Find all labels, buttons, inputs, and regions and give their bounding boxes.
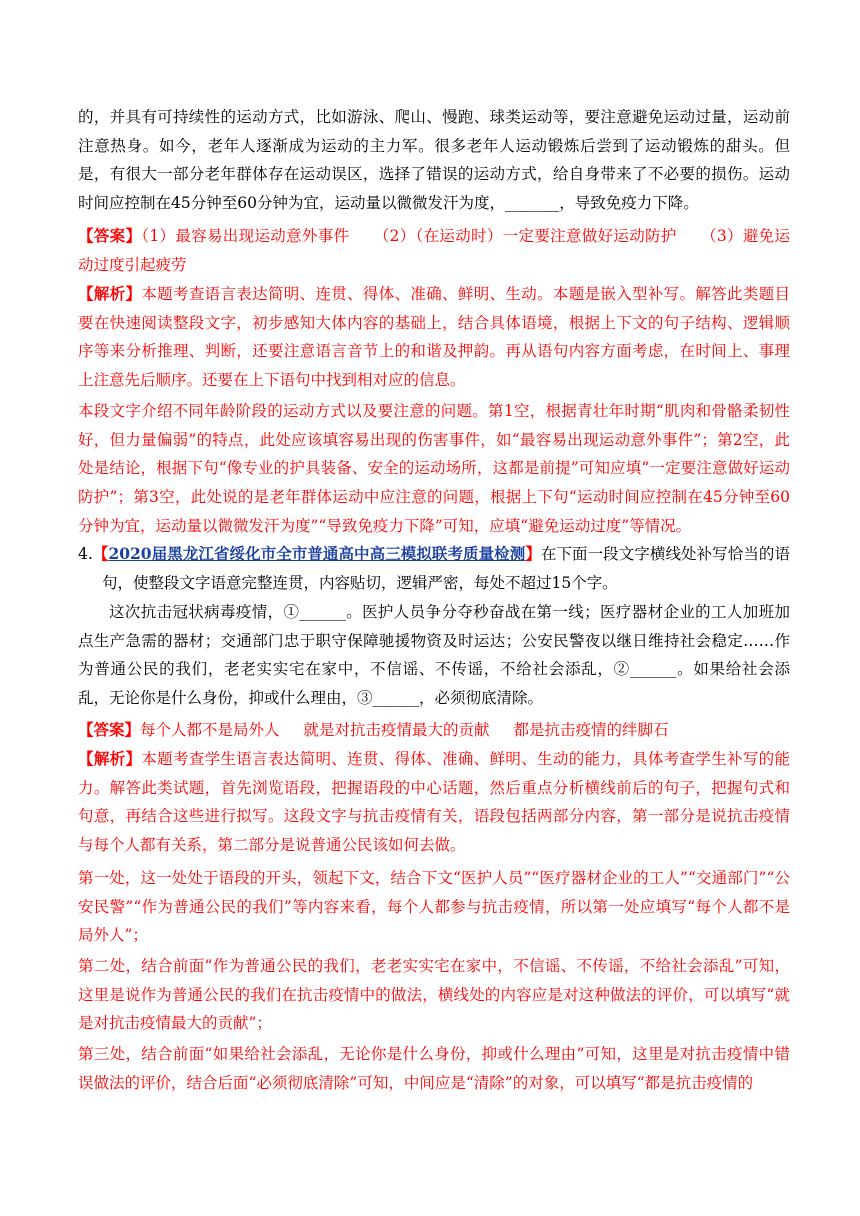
answer-item: （2）（在运动时）一定要注意做好运动防护	[373, 227, 677, 245]
answer-item: 都是抗击疫情的绊脚石	[513, 721, 669, 739]
answer-item: （1）最容易出现运动意外事件	[141, 227, 350, 245]
analysis-tag: 【解析】	[78, 749, 142, 768]
q3-analysis	[78, 280, 790, 395]
q4-analysis-third: 第三处，结合前面“如果给社会添乱，无论你是什么身份，抑或什么理由”可知，这里是对抗击疫情中错误做法的评价，结合后面“必须彻底清除”可知，中间应是“清除”的对象，可以填写“都是抗击疫情的	[78, 1045, 790, 1092]
intro-text: 的，并具有可持续性的运动方式，比如游泳、爬山、慢跑、球类运动等，要注意避免运动过量，运动前注意热身。如今，老年人逐渐成为运动的主力军。很多老年人运动锻炼后尝到了运动锻炼的甜头。但是，有很大一部分老年群体存在运动误区，选择了错误的运动方式，给自身带来了不必要的损伤。运动时间应控制在45分钟至60分钟为宜，运动量以微微发汗为度，_______，导致免疫力下降。	[78, 108, 790, 213]
q4-analysis-second: 第二处，结合前面“作为普通公民的我们，老老实实宅在家中，不信谣、不传谣，不给社会添乱”可知，这里是说作为普通公民的我们在抗击疫情中的做法，横线处的内容应是对这种做法的评价，可以填写“就是对抗击疫情最大的贡献”；	[78, 957, 790, 1033]
q4-prompt: 4.【2020届黑龙江省绥化市全市普通高中高三模拟联考质量检测】在下面一段文字横线处补写恰当的语句，使整段文字语意完整连贯，内容贴切，逻辑严密，每处不超过15个字。	[78, 544, 790, 592]
question-prompt: 在下面一段文字横线处补写恰当的语句，使整段文字语意完整连贯，内容贴切，逻辑严密，每处不超过15个字。	[102, 545, 790, 592]
answer-item: 就是对抗击疫情最大的贡献	[303, 721, 490, 739]
intro-paragraph	[78, 103, 790, 218]
q4-analysis	[78, 745, 790, 860]
q3-answer	[78, 222, 790, 279]
analysis-text: 本题考查学生语言表达简明、连贯、得体、准确、鲜明、生动的能力，具体考查学生补写的能力。解答此类试题，首先浏览语段，把握语段的中心话题，然后重点分析横线前后的句子，把握句式和句意，再结合这些进行拟写。这段文字与抗击疫情有关，语段包括两部分内容，第一部分是说抗击疫情与每个人都有关系，第二部分是说普通公民该如何去做。	[78, 750, 790, 855]
analysis-text: 本题考查语言表达简明、连贯、得体、准确、鲜明、生动。本题是嵌入型补写。解答此类题目要在快速阅读整段文字，初步感知大体内容的基础上，结合具体语境，根据上下文的句子结构、逻辑顺序等来分析推理、判断，还要注意语言音节上的和谐及押韵。再从语句内容方面考虑，在时间上、事理上注意先后顺序。还要在上下语句中找到相对应的信息。	[78, 285, 790, 390]
question-number: 4.	[78, 545, 93, 563]
question-source-link[interactable]: 2020届黑龙江省绥化市全市普通高中高三模拟联考质量检测	[108, 544, 526, 563]
answer-item: （3）避免运动过度引起疲劳	[78, 227, 790, 274]
answer-tag: 【答案】	[78, 720, 141, 739]
answer-tag: 【答案】	[78, 226, 142, 245]
q4-passage: 这次抗击冠状病毒疫情，①______。医护人员争分夺秒奋战在第一线；医疗器材企业的工人加班加点生产急需的器材；交通部门忠于职守保障驰援物资及时运达；公安民警夜以继日维持社会稳定……作为普通公民的我们，老老实实宅在家中，不信谣、不传谣，不给社会添乱，②______。如果给社会添乱，无论你是什么身份，抑或什么理由，③______，必须彻底清除。	[78, 603, 790, 708]
analysis-tag: 【解析】	[78, 284, 142, 303]
q4-analysis-first: 第一处，这一处处于语段的开头，领起下文，结合下文“医护人员”“医疗器材企业的工人”“交通部门”“公安民警”“作为普通公民的我们”等内容来看，每个人都参与抗击疫情，所以第一处应填写“每个人都不是局外人”；	[78, 869, 790, 945]
q3-analysis-detail: 本段文字介绍不同年龄阶段的运动方式以及要注意的问题。第1空，根据青壮年时期“肌肉和骨骼柔韧性好，但力量偏弱”的特点，此处应该填容易出现的伤害事件，如“最容易出现运动意外事件”；第2空，此处是结论，根据下句“像专业的护具装备、安全的运动场所，这都是前提”可知应填“一定要注意做好运动防护”；第3空，此处说的是老年群体运动中应注意的问题，根据上下句“运动时间应控制在45分钟至60分钟为宜，运动量以微微发汗为度”“导致免疫力下降”可知，应填“避免运动过度”等情况。	[78, 402, 790, 535]
answer-item: 每个人都不是局外人	[140, 721, 280, 739]
q4-answer	[78, 716, 790, 745]
